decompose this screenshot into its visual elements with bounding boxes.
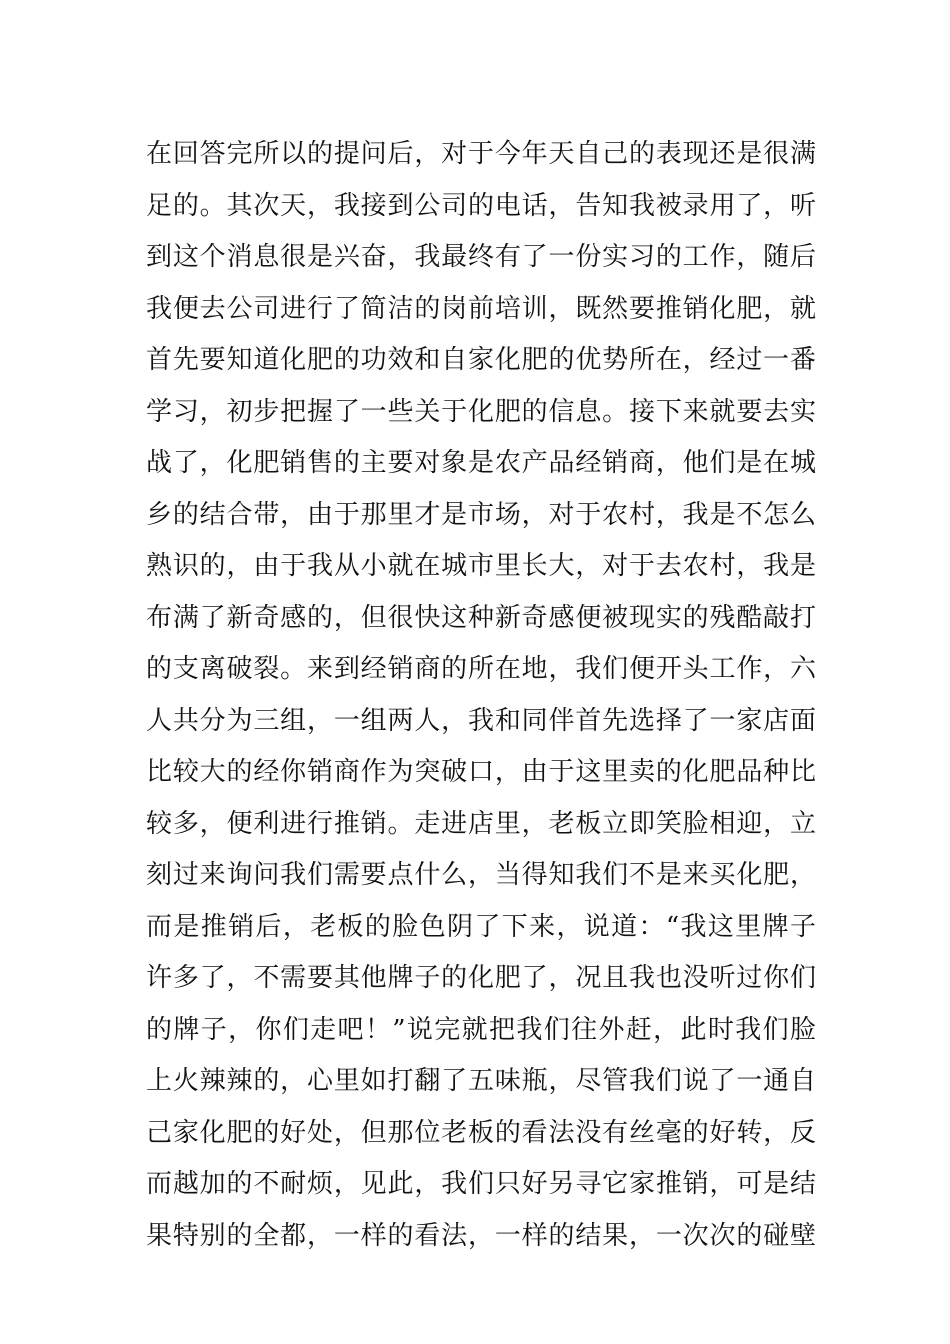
text-line: 而越加的不耐烦，见此，我们只好另寻它家推销，可是结 bbox=[146, 1169, 816, 1199]
text-line: 刻过来询问我们需要点什么，当得知我们不是来买化肥， bbox=[146, 860, 816, 890]
text-line: 的支离破裂。来到经销商的所在地，我们便开头工作，六 bbox=[146, 654, 816, 684]
text-line: 己家化肥的好处，但那位老板的看法没有丝毫的好转，反 bbox=[146, 1117, 816, 1148]
text-line: 乡的结合带，由于那里才是市场，对于农村，我是不怎么 bbox=[146, 499, 816, 530]
text-line: 首先要知道化肥的功效和自家化肥的优势所在，经过一番 bbox=[146, 345, 816, 375]
text-line: 足的。其次天，我接到公司的电话，告知我被录用了，听 bbox=[146, 190, 816, 221]
text-line: 战了，化肥销售的主要对象是农产品经销商，他们是在城 bbox=[146, 448, 816, 478]
text-line: 较多，便利进行推销。走进店里，老板立即笑脸相迎，立 bbox=[146, 808, 816, 839]
text-line: 人共分为三组，一组两人，我和同伴首先选择了一家店面 bbox=[146, 705, 816, 736]
text-line: 布满了新奇感的，但很快这种新奇感便被现实的残酷敲打 bbox=[146, 602, 816, 633]
text-line: 许多了，不需要其他牌子的化肥了，况且我也没听过你们 bbox=[146, 963, 816, 993]
text-line: 在回答完所以的提问后，对于今年天自己的表现还是很满 bbox=[146, 139, 816, 169]
text-line: 果特别的全都，一样的看法，一样的结果，一次次的碰壁 bbox=[146, 1220, 816, 1251]
body-text bbox=[146, 129, 816, 1262]
text-line: 而是推销后，老板的脸色阴了下来，说道：“我这里牌子 bbox=[146, 911, 816, 942]
text-line: 学习，初步把握了一些关于化肥的信息。接下来就要去实 bbox=[146, 396, 816, 427]
text-line: 熟识的，由于我从小就在城市里长大，对于去农村，我是 bbox=[146, 551, 816, 581]
text-line: 到这个消息很是兴奋，我最终有了一份实习的工作，随后 bbox=[146, 242, 816, 272]
text-line: 我便去公司进行了简洁的岗前培训，既然要推销化肥，就 bbox=[146, 293, 816, 324]
text-line: 比较大的经你销商作为突破口，由于这里卖的化肥品种比 bbox=[146, 757, 816, 787]
text-line: 上火辣辣的，心里如打翻了五味瓶，尽管我们说了一通自 bbox=[146, 1066, 816, 1096]
text-line: 的牌子，你们走吧！”说完就把我们往外赶，此时我们脸 bbox=[146, 1014, 816, 1045]
